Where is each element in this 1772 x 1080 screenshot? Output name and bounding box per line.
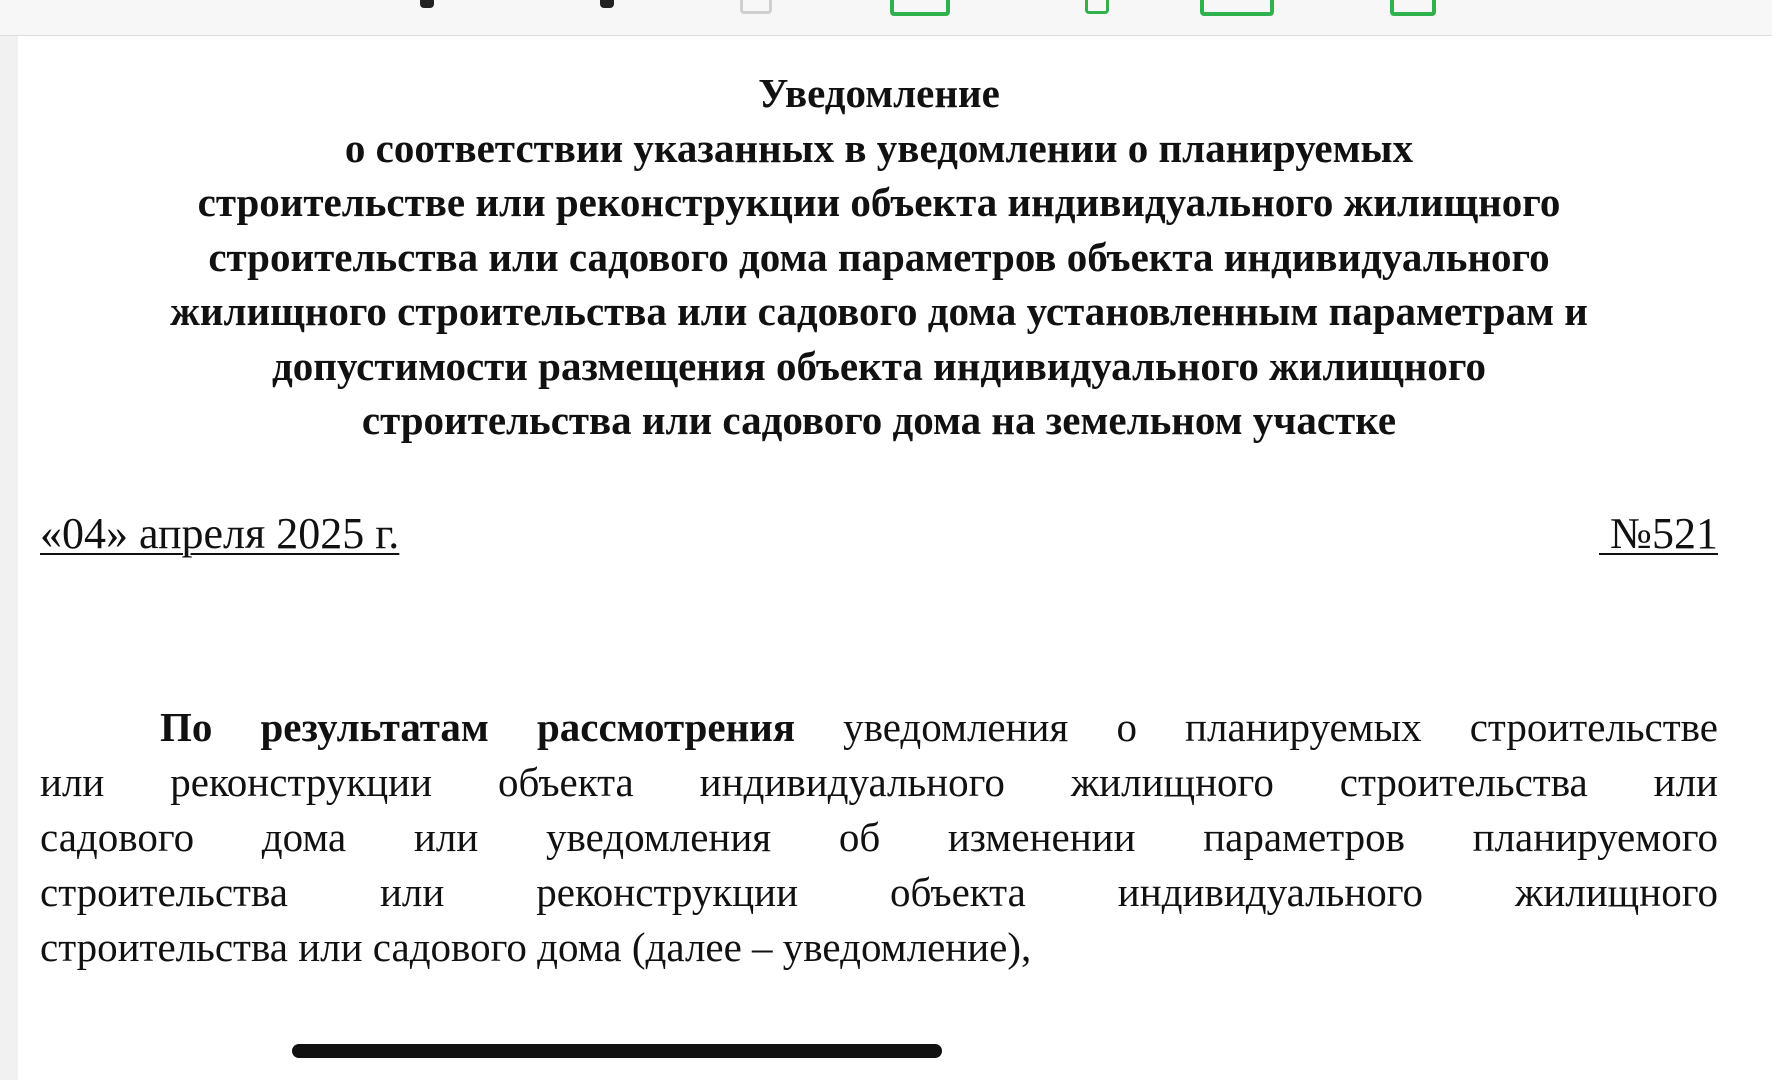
toolbar-tool-icon[interactable] — [600, 0, 614, 8]
toolbar-tool-icon[interactable] — [740, 0, 772, 14]
body-line: садового дома или уведомления об изменении параметров планируемого — [40, 814, 1718, 860]
toolbar-tool-icon[interactable] — [1200, 0, 1274, 16]
notice-title-line: допустимости размещения объекта индивидуального жилищного — [272, 342, 1486, 389]
date-number-row — [40, 506, 1718, 562]
notice-title-line: строительства или садового дома на земельном участке — [361, 397, 1397, 443]
toolbar-tool-icon[interactable] — [890, 0, 950, 16]
body-line: строительства или реконструкции объекта индивидуального жилищного — [40, 869, 1718, 915]
notice-number: №521 — [1599, 509, 1718, 558]
notice-date: «04» апреля 2025 г. — [40, 509, 400, 558]
toolbar-tool-icon[interactable] — [420, 0, 434, 8]
home-indicator-bar[interactable] — [292, 1044, 942, 1058]
notice-title-line: жилищного строительства или садового дома установленным параметрам и — [170, 288, 1588, 334]
body-line — [40, 700, 1718, 755]
body-line-text: уведомления о планируемых строительстве — [795, 704, 1718, 750]
notice-title — [40, 66, 1718, 448]
document-page — [40, 36, 1718, 1076]
body-paragraph — [40, 700, 1718, 975]
toolbar-tool-icon[interactable] — [1085, 0, 1109, 14]
page-left-gutter — [0, 36, 18, 1080]
body-lead-bold: По результатам рассмотрения — [160, 704, 796, 750]
notice-title-line: строительства или садового дома параметров объекта индивидуального — [208, 233, 1550, 280]
notice-title-line: Уведомление — [758, 70, 1000, 116]
app-toolbar-strip — [0, 0, 1772, 36]
body-line: или реконструкции объекта индивидуального жилищного строительства или — [40, 759, 1718, 805]
body-line: строительства или садового дома (далее – уведомление), — [40, 924, 1032, 970]
notice-title-line: о соответствии указанных в уведомлении о планируемых — [344, 124, 1414, 171]
toolbar-tool-icon[interactable] — [1390, 0, 1436, 16]
notice-title-line: строительстве или реконструкции объекта индивидуального жилищного — [197, 179, 1561, 225]
